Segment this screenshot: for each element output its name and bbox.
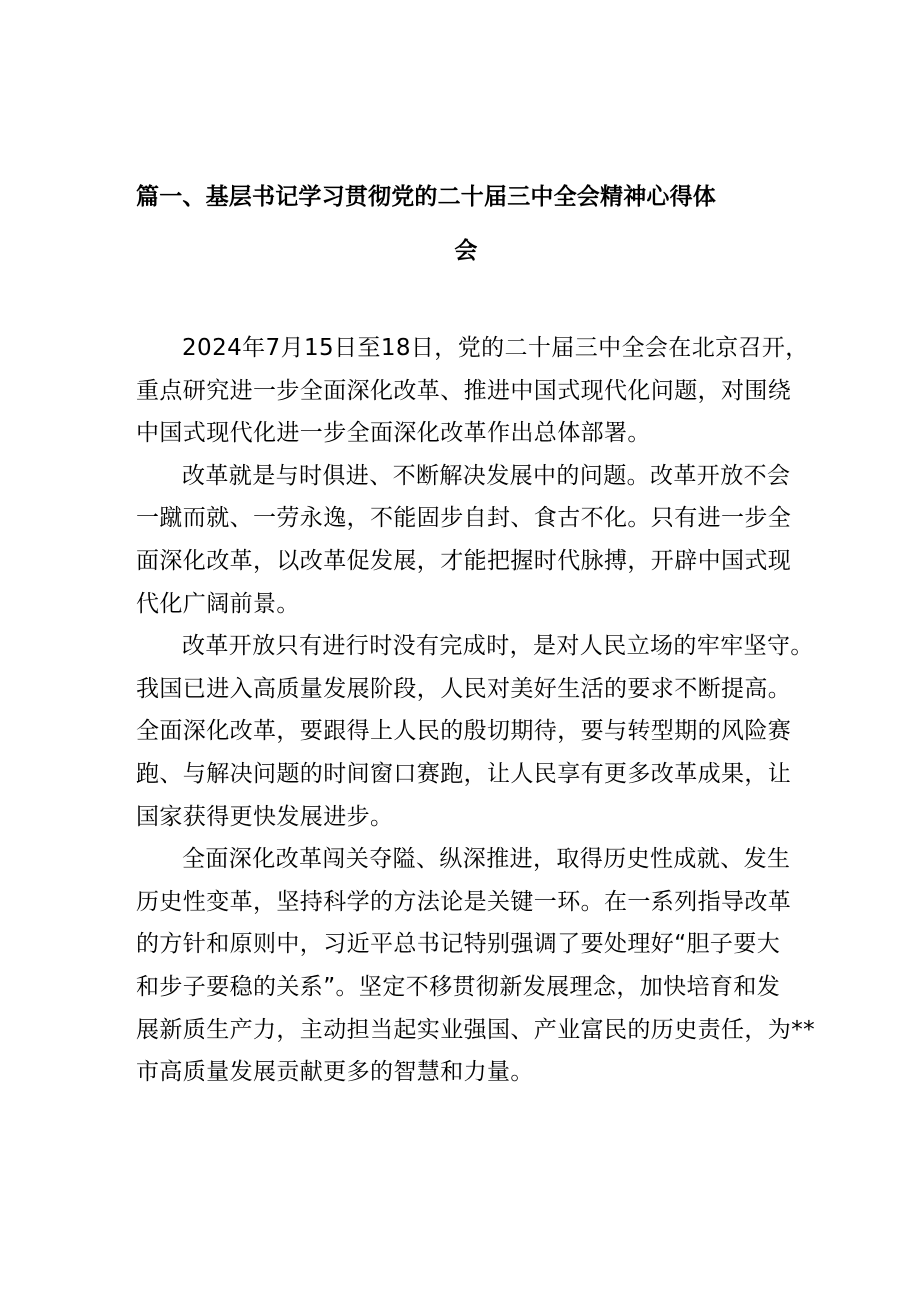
paragraph-line: 和步子要稳的关系”。坚定不移贯彻新发展理念，加快培育和发 — [136, 973, 781, 1000]
paragraph-line: 代化广阔前景。 — [136, 590, 300, 617]
paragraph-line: 的方针和原则中，习近平总书记特别强调了要处理好“胆子要大 — [136, 931, 781, 958]
paragraph-line: 改革开放只有进行时没有完成时，是对人民立场的牢牢坚守。 — [182, 633, 814, 660]
paragraph-line: 2024年7月15日至18日，党的二十届三中全会在北京召开， — [182, 335, 809, 361]
paragraph-line: 跑、与解决问题的时间窗口赛跑，让人民享有更多改革成果，让 — [136, 760, 792, 787]
paragraph-line: 全面深化改革闯关夺隘、纵深推进，取得历史性成就、发生 — [182, 846, 791, 873]
title-line-2: 会 — [454, 238, 478, 264]
paragraph-2 — [136, 455, 791, 625]
paragraph-line: 历史性变革，坚持科学的方法论是关键一环。在一系列指导改革 — [136, 888, 792, 915]
title-line-1: 篇一、基层书记学习贯彻党的二十届三中全会精神心得体 — [136, 184, 716, 210]
document-body — [136, 327, 815, 1094]
paragraph-1 — [136, 327, 809, 455]
paragraph-line: 国家获得更快发展进步。 — [136, 803, 394, 830]
paragraph-line: 市高质量发展贡献更多的智慧和力量。 — [136, 1059, 534, 1086]
paragraph-line: 一蹴而就、一劳永逸，不能固步自封、食古不化。只有进一步全 — [136, 505, 792, 532]
paragraph-line: 我国已进入高质量发展阶段，人民对美好生活的要求不断提高。 — [136, 675, 792, 702]
paragraph-line: 改革就是与时俱进、不断解决发展中的问题。改革开放不会 — [182, 462, 791, 489]
paragraph-3 — [136, 625, 814, 838]
paragraph-line: 中国式现代化进一步全面深化改革作出总体部署。 — [136, 420, 651, 447]
paragraph-line: 重点研究进一步全面深化改革、推进中国式现代化问题，对围绕 — [136, 377, 792, 404]
paragraph-line: 展新质生产力，主动担当起实业强国、产业富民的历史责任，为** — [136, 1016, 815, 1043]
paragraph-line: 面深化改革，以改革促发展，才能把握时代脉搏，开辟中国式现 — [136, 547, 792, 574]
paragraph-4 — [136, 838, 815, 1094]
paragraph-line: 全面深化改革，要跟得上人民的殷切期待，要与转型期的风险赛 — [136, 718, 792, 745]
document-title — [136, 170, 796, 278]
